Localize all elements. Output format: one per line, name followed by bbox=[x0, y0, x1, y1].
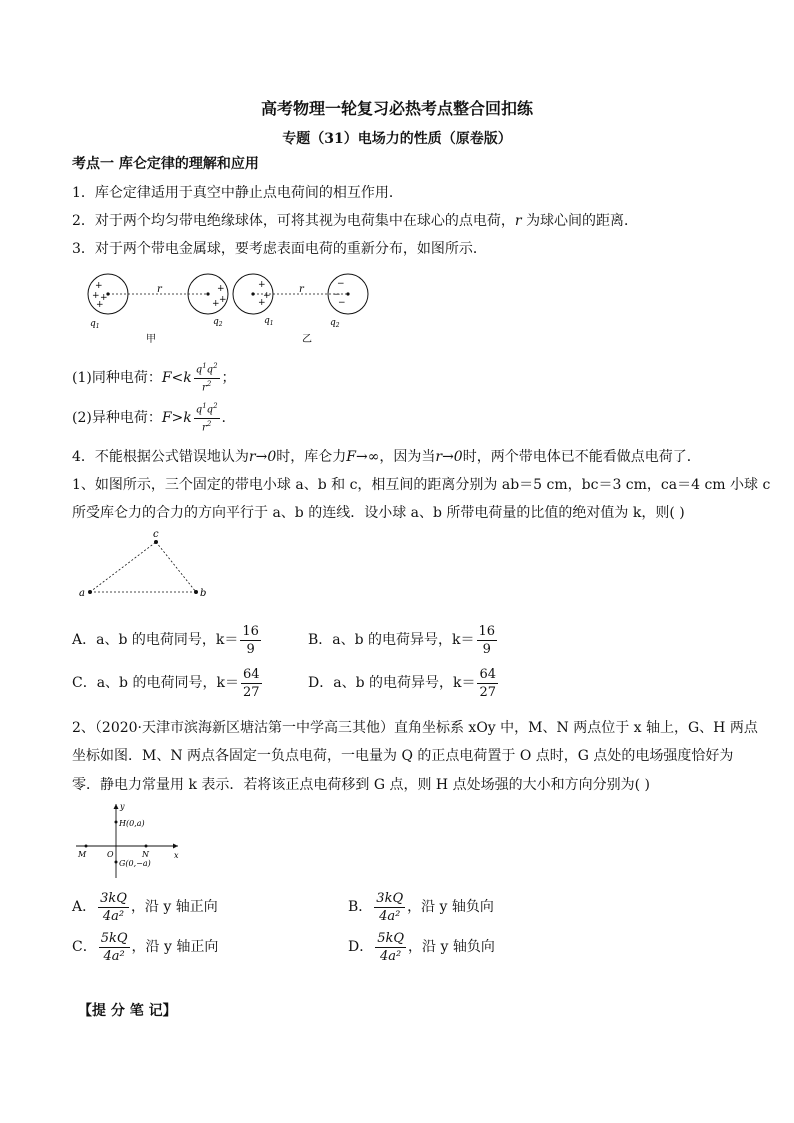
item-4: 4．不能根据公式错误地认为r→0时，库仑力F→∞，因为当r→0时，两个带电体已不能看做点电荷了． bbox=[72, 449, 701, 465]
item-3: 3．对于两个带电金属球，要考虑表面电荷的重新分布，如图所示． bbox=[72, 241, 487, 257]
svg-text:−: − bbox=[338, 298, 346, 308]
distance-label-right: r bbox=[299, 284, 304, 295]
svg-text:q2: $q_2$ bbox=[213, 317, 223, 328]
q1-text-line2: 所受库仑力的合力的方向平行于 a、b 的连线．设小球 a、b 所带电荷量的比值的绝对值为 k，则( ) bbox=[72, 505, 685, 521]
svg-text:−: − bbox=[337, 279, 345, 289]
svg-text:H(0,a): H(0,a) bbox=[119, 819, 145, 828]
svg-text:q1: $q_1$ bbox=[264, 316, 274, 327]
svg-text:+: + bbox=[212, 299, 220, 309]
opposite-charge-formula: (2)异种电荷：F>k $\frac{q^1q^2}{r^2}$ . bbox=[72, 402, 226, 433]
section-heading: 考点一 库仑定律的理解和应用 bbox=[72, 156, 259, 172]
svg-text:a: a bbox=[79, 588, 85, 599]
label-yi: 乙 bbox=[302, 334, 312, 345]
q2-option-c: C． $\frac{5kQ}{\text{4a²}}$ ，沿 y 轴正向 bbox=[72, 930, 219, 964]
coordinate-figure bbox=[72, 800, 192, 882]
q1-option-d: D．a、b 的电荷异号，k＝ $\frac{64}{27}$ bbox=[308, 666, 497, 700]
q2-text-line2: 坐标如图．M、N 两点各固定一负点电荷，一电量为 Q 的正点电荷置于 O 点时，G 点处的电场强度恰好为 bbox=[72, 748, 734, 764]
q2-text-line3: 零．静电力常量用 k 表示．若将该正点电荷移到 G 点，则 H 点处场强的大小和方向分别为( ) bbox=[72, 777, 650, 793]
label-jia: 甲 bbox=[146, 334, 156, 345]
q2-option-d: D． $\frac{5kQ}{\text{4a²}}$ ，沿 y 轴负向 bbox=[348, 930, 495, 964]
svg-text:q1: $q_1$ bbox=[90, 319, 100, 330]
svg-text:G(0,−a): G(0,−a) bbox=[119, 859, 151, 868]
q1-option-c: C．a、b 的电荷同号，k＝ $\frac{64}{27}$ bbox=[72, 666, 260, 700]
svg-text:+: + bbox=[92, 291, 100, 301]
svg-text:+: + bbox=[217, 284, 225, 294]
distance-label-left: r bbox=[157, 284, 162, 295]
svg-text:N: N bbox=[142, 850, 149, 859]
svg-text:+: + bbox=[263, 291, 271, 301]
charged-spheres-figure bbox=[80, 272, 380, 348]
svg-text:+: + bbox=[258, 280, 266, 290]
svg-text:+: + bbox=[100, 293, 108, 303]
svg-text:−: − bbox=[333, 290, 341, 300]
svg-text:+: + bbox=[219, 295, 227, 305]
svg-text:c: c bbox=[153, 529, 159, 540]
svg-text:+: + bbox=[258, 298, 266, 308]
svg-text:x: x bbox=[174, 851, 179, 860]
svg-text:O: O bbox=[107, 850, 114, 859]
q2-option-a: A． $\frac{3kQ}{\text{4a²}}$ ，沿 y 轴正向 bbox=[72, 890, 218, 924]
item-1: 1．库仑定律适用于真空中静止点电荷间的相互作用． bbox=[72, 185, 403, 201]
q2-option-b: B． $\frac{3kQ}{\text{4a²}}$ ，沿 y 轴负向 bbox=[348, 890, 494, 924]
page-title: 高考物理一轮复习必热考点整合回扣练 bbox=[260, 99, 533, 118]
svg-text:+: + bbox=[96, 300, 104, 310]
q1-text-line1: 1、如图所示，三个固定的带电小球 a、b 和 c，相互间的距离分别为 ab＝5 cm，bc＝3 cm，ca＝4 cm 小球 c bbox=[72, 477, 771, 493]
notes-heading: 【提 分 笔 记】 bbox=[78, 1003, 177, 1019]
same-charge-formula: (1)同种电荷：F<k $\frac{q^1q^2}{r^2}$ ； bbox=[72, 362, 236, 393]
q2-text-line1: 2、（2020·天津市滨海新区塘沽第一中学高三其他）直角坐标系 xOy 中，M、N 两点位于 x 轴上，G、H 两点 bbox=[72, 720, 758, 736]
q1-option-b: B．a、b 的电荷异号，k＝ $\frac{16}{9}$ bbox=[308, 623, 496, 657]
item-2: 2．对于两个均匀带电绝缘球体，可将其视为电荷集中在球心的点电荷，r 为球心间的距离． bbox=[72, 213, 639, 229]
triangle-figure bbox=[74, 528, 214, 602]
svg-text:+: + bbox=[95, 281, 103, 291]
svg-text:M: M bbox=[78, 850, 87, 859]
q1-option-a: A．a、b 的电荷同号，k＝ $\frac{16}{9}$ bbox=[72, 623, 259, 657]
svg-text:q2: $q_2$ bbox=[330, 318, 340, 329]
svg-text:y: y bbox=[120, 802, 125, 811]
page-subtitle: 专题（31）电场力的性质（原卷版） bbox=[282, 131, 512, 147]
svg-text:b: b bbox=[200, 588, 207, 599]
